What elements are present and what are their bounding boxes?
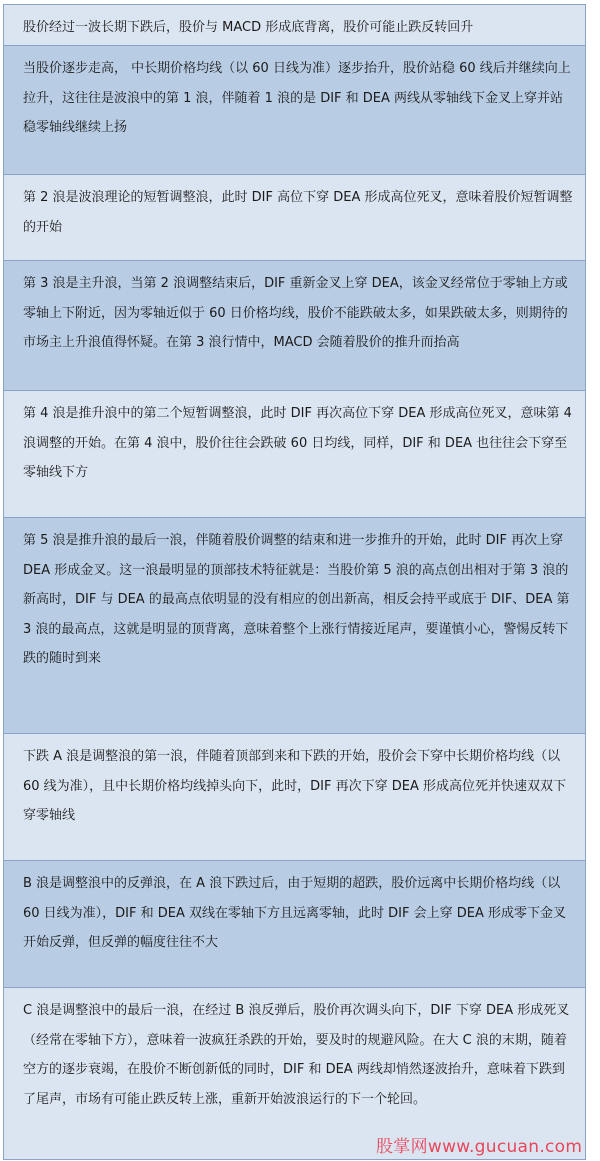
table-row: 股价经过一波长期下跌后，股价与 MACD 形成底背离，股价可能止跌反转回升 (4, 5, 585, 46)
table-row: 下跌 A 浪是调整浪的第一浪，伴随着顶部到来和下跌的开始，股价会下穿中长期价格均线（以 60 线为准），且中长期价格均线掉头向下，此时，DIF 再次下穿 DEA 形成高位死并快速双双下穿零轴线 (4, 734, 585, 861)
table-row: 第 5 浪是推升浪的最后一浪，伴随着股价调整的结束和进一步推升的开始，此时 DIF 再次上穿 DEA 形成金叉。这一浪最明显的顶部技术特征就是：当股价第 5 浪的高点创出相对于第 3 浪的新高时，DIF 与 DEA 的最高点依明显的没有相应的创出新高，相反会持平或底于 DIF、DEA 第 3 浪的最高点，这就是明显的顶背离，意味着整个上涨行情接近尾声，要谨慎小心，警惕反转下跌的随时到来 (4, 518, 585, 734)
site-watermark: 股掌网www.gucuan.com (376, 1137, 583, 1157)
wave-macd-table (3, 4, 586, 1160)
table-row: 第 2 浪是波浪理论的短暂调整浪，此时 DIF 高位下穿 DEA 形成高位死叉，意味着股价短暂调整的开始 (4, 175, 585, 261)
table-row: 第 4 浪是推升浪中的第二个短暂调整浪，此时 DIF 再次高位下穿 DEA 形成高位死叉，意味第 4 浪调整的开始。在第 4 浪中，股价往往会跌破 60 日均线，同样，DIF 和 DEA 也往往会下穿至零轴线下方 (4, 391, 585, 518)
table-row: C 浪是调整浪中的最后一浪，在经过 B 浪反弹后，股价再次调头向下，DIF 下穿 DEA 形成死叉（经常在零轴下方），意味着一波疯狂杀跌的开始，要及时的规避风险。在大 C 浪的末期，随着空方的逐步衰竭，在股价不断创新低的同时，DIF 和 DEA 两线却悄然逐波抬升，意味着下跌到了尾声，市场有可能止跌反转上涨，重新开始波浪运行的下一个轮回。 (4, 988, 585, 1159)
table-row: 当股价逐步走高， 中长期价格均线（以 60 日线为准）逐步抬升，股价站稳 60 线后并继续向上拉升，这往往是波浪中的第 1 浪，伴随着 1 浪的是 DIF 和 DEA 两线从零轴线下金叉上穿并站稳零轴线继续上扬 (4, 46, 585, 175)
table-row: 第 3 浪是主升浪，当第 2 浪调整结束后，DIF 重新金叉上穿 DEA，该金叉经常位于零轴上方或零轴上下附近，因为零轴近似于 60 日价格均线，股价不能跌破太多，如果跌破太多，则期待的市场主上升浪值得怀疑。在第 3 浪行情中，MACD 会随着股价的推升而抬高 (4, 261, 585, 391)
table-row: B 浪是调整浪中的反弹浪，在 A 浪下跌过后，由于短期的超跌，股价远离中长期价格均线（以 60 日线为准），DIF 和 DEA 双线在零轴下方且远离零轴，此时 DIF 会上穿 DEA 形成零下金叉开始反弹，但反弹的幅度往往不大 (4, 861, 585, 988)
